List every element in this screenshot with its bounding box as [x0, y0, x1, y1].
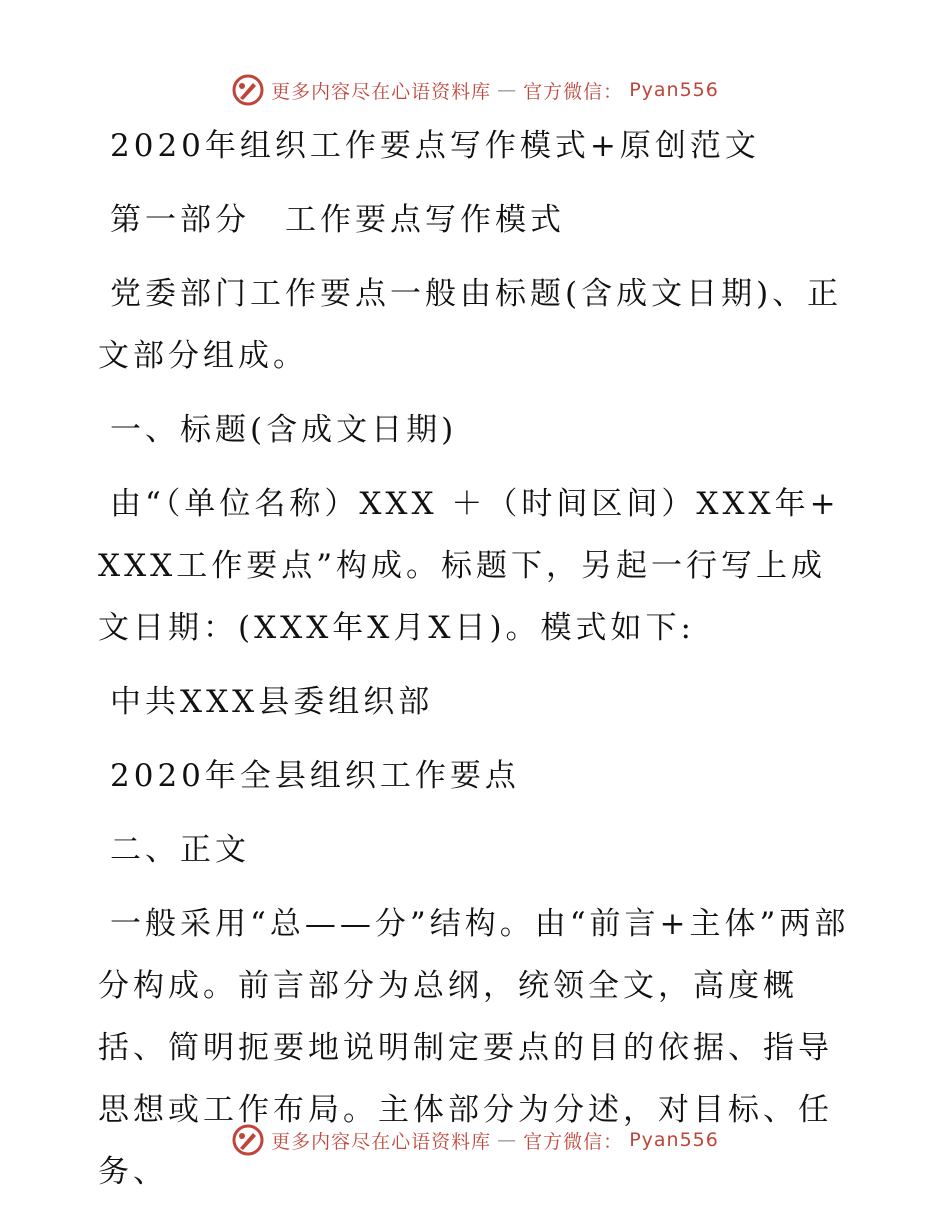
- watermark-id: Pyan556: [629, 1129, 719, 1151]
- intro-paragraph: 党委部门工作要点一般由标题(含成文日期)、正文部分组成。: [98, 276, 843, 374]
- watermark-dash: —: [497, 79, 518, 101]
- watermark-dash: —: [497, 1129, 518, 1151]
- watermark-official: 官方微信：: [523, 80, 624, 103]
- document-title: 2020年组织工作要点写作模式+原创范文: [110, 128, 760, 164]
- section1-body: 由“（单位名称）XXX ＋（时间区间）XXX年+XXX工作要点”构成。标题下，另起一行写上成文日期：(XXX年X月X日)。模式如下:: [98, 486, 840, 646]
- watermark-id: Pyan556: [629, 79, 719, 101]
- section2-body: 一般采用“总——分”结构。由“前言+主体”两部分构成。前言部分为总纲，统领全文，高度概括、简明扼要地说明制定要点的目的依据、指导思想或工作布局。主体部分为分述，对目标、任务、: [98, 906, 850, 1190]
- footer-watermark: [0, 1120, 950, 1160]
- watermark-official: 官方微信：: [523, 1130, 624, 1153]
- watermark-brand: 更多内容尽在心语资料库: [271, 80, 492, 103]
- section2-heading: 二、正文: [110, 832, 250, 868]
- header-watermark: [0, 70, 950, 110]
- watermark-brand: 更多内容尽在心语资料库: [271, 1130, 492, 1153]
- brand-logo-icon: [231, 1123, 265, 1157]
- section1-heading: 一、标题(含成文日期): [110, 412, 458, 448]
- example-line-2: 2020年全县组织工作要点: [110, 758, 520, 794]
- example-line-1: 中共XXX县委组织部: [110, 684, 434, 720]
- brand-logo-icon: [231, 73, 265, 107]
- document-body: [98, 115, 858, 1215]
- part-heading: 第一部分 工作要点写作模式: [110, 202, 565, 238]
